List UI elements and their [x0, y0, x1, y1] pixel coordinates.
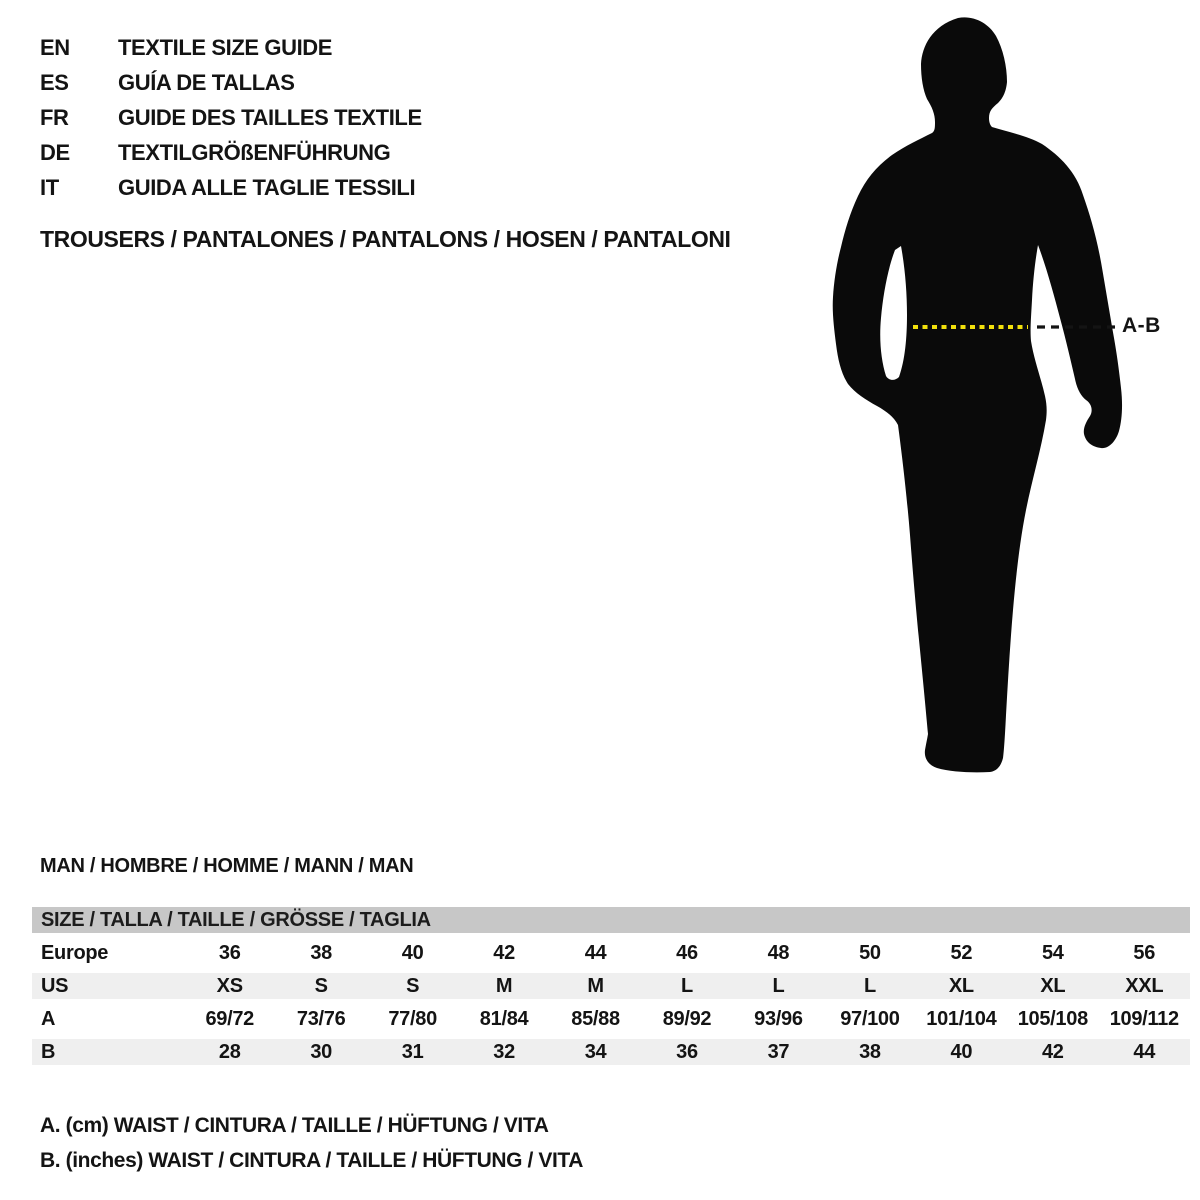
- language-title: GUIDA ALLE TAGLIE TESSILI: [118, 174, 416, 200]
- size-cell: M: [495, 974, 513, 997]
- footnote-b: B. (inches) WAIST / CINTURA / TAILLE / HÜFTUNG / VITA: [40, 1148, 584, 1172]
- size-cell: M: [587, 974, 604, 997]
- size-cell: 28: [218, 1040, 241, 1063]
- man-silhouette-svg: [820, 0, 1200, 790]
- size-cell: 34: [584, 1040, 607, 1063]
- size-cell: 40: [950, 1040, 973, 1063]
- size-cell: 46: [676, 941, 698, 964]
- table-row-europe: [32, 940, 1190, 966]
- language-code: ES: [40, 69, 69, 95]
- measure-label: A-B: [1122, 314, 1161, 337]
- language-row-es: [40, 65, 422, 100]
- size-cell: 31: [401, 1040, 424, 1063]
- size-cell: L: [863, 974, 876, 997]
- size-cell: 73/76: [296, 1007, 346, 1030]
- size-cell: 42: [1041, 1040, 1064, 1063]
- row-label: Europe: [41, 941, 109, 964]
- row-label: US: [41, 974, 69, 997]
- size-cell: 93/96: [754, 1007, 803, 1030]
- size-cell: 56: [1133, 941, 1156, 964]
- size-cell: 40: [401, 941, 424, 964]
- size-cell: 30: [310, 1040, 332, 1063]
- size-cell: 89/92: [662, 1007, 712, 1030]
- size-cell: 109/112: [1109, 1007, 1179, 1030]
- size-cell: 97/100: [840, 1007, 900, 1030]
- size-cell: 54: [1041, 941, 1064, 964]
- row-label: A: [41, 1007, 56, 1030]
- size-table-header: SIZE / TALLA / TAILLE / GRÖSSE / TAGLIA: [32, 907, 1190, 933]
- size-cell: 38: [859, 1040, 881, 1063]
- size-cell: S: [406, 974, 420, 997]
- language-title: TEXTILE SIZE GUIDE: [118, 34, 333, 60]
- row-label: B: [41, 1040, 56, 1063]
- size-cell: S: [314, 974, 328, 997]
- size-cell: 101/104: [926, 1007, 997, 1030]
- language-code: EN: [40, 34, 70, 60]
- footnotes: [40, 1108, 583, 1178]
- gender-heading: MAN / HOMBRE / HOMME / MANN / MAN: [40, 855, 414, 877]
- size-cell: 77/80: [388, 1007, 437, 1030]
- size-cell: 69/72: [205, 1007, 254, 1030]
- language-code: FR: [40, 104, 69, 130]
- size-cell: XXL: [1125, 974, 1164, 997]
- language-row-it: [40, 170, 422, 205]
- size-cell: 105/108: [1017, 1007, 1088, 1030]
- table-row-a-cm: [32, 1006, 1190, 1032]
- man-silhouette: [833, 17, 1122, 772]
- language-title: GUÍA DE TALLAS: [118, 69, 295, 95]
- language-row-en: [40, 30, 422, 65]
- language-row-fr: [40, 100, 422, 135]
- man-silhouette-figure: [820, 0, 1200, 790]
- language-title: GUIDE DES TAILLES TEXTILE: [118, 104, 422, 130]
- size-cell: 85/88: [571, 1007, 620, 1030]
- language-title: TEXTILGRÖßENFÜHRUNG: [118, 139, 391, 165]
- size-cell: L: [772, 974, 785, 997]
- size-cell: 42: [493, 941, 515, 964]
- size-cell: 32: [493, 1040, 515, 1063]
- language-row-de: [40, 135, 422, 170]
- category-heading: TROUSERS / PANTALONES / PANTALONS / HOSEN / PANTALONI: [40, 226, 731, 252]
- size-cell: 36: [676, 1040, 698, 1063]
- language-code: IT: [40, 174, 59, 200]
- footnote-a: A. (cm) WAIST / CINTURA / TAILLE / HÜFTUNG / VITA: [40, 1113, 549, 1137]
- size-cell: 81/84: [479, 1007, 529, 1030]
- size-cell: XL: [948, 974, 974, 997]
- size-cell: 52: [950, 941, 973, 964]
- size-cell: 36: [218, 941, 241, 964]
- size-cell: 48: [767, 941, 790, 964]
- size-cell: XL: [1040, 974, 1066, 997]
- size-cell: 44: [584, 941, 607, 964]
- size-cell: XS: [216, 974, 243, 997]
- table-row-b-inches: [32, 1039, 1190, 1065]
- language-code: DE: [40, 139, 70, 165]
- size-cell: 37: [767, 1040, 790, 1063]
- language-list: [40, 30, 422, 205]
- size-cell: 38: [310, 941, 332, 964]
- table-row-us: [32, 973, 1190, 999]
- size-cell: 50: [859, 941, 881, 964]
- size-cell: L: [681, 974, 693, 997]
- size-table: [32, 907, 1190, 1065]
- size-cell: 44: [1133, 1040, 1156, 1063]
